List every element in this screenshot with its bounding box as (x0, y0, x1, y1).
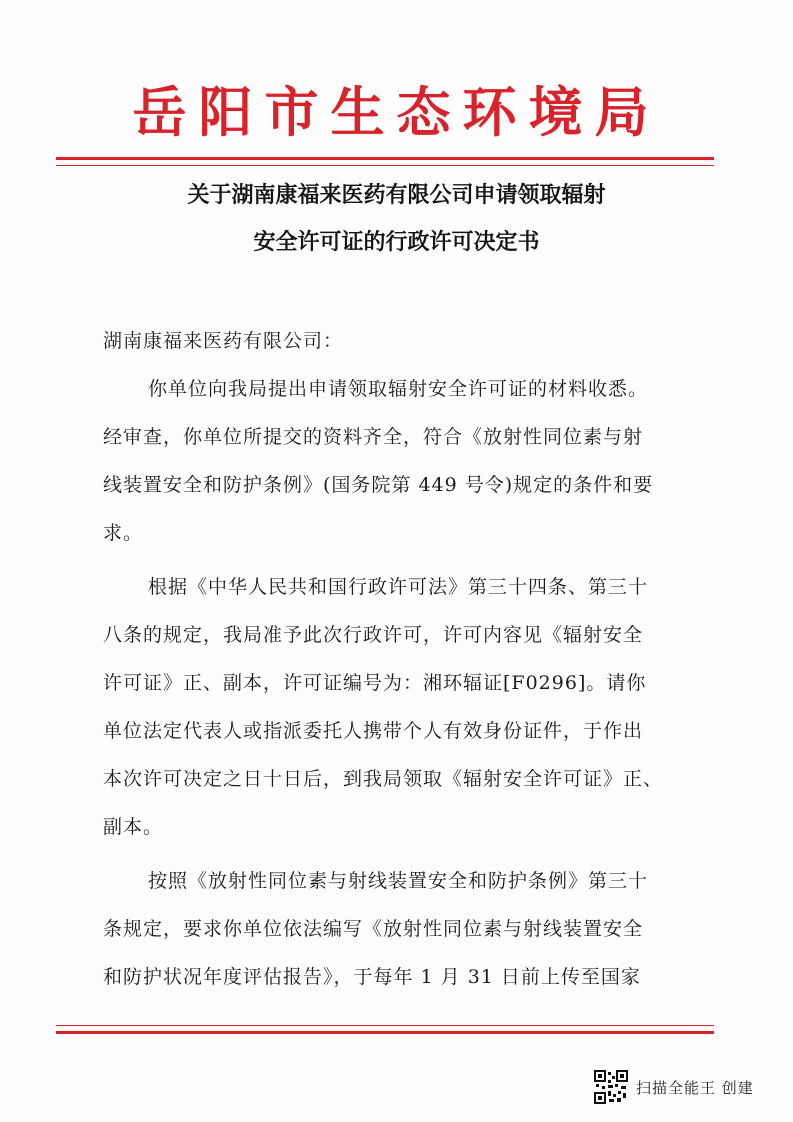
qr-code-icon (594, 1070, 628, 1104)
body-line: 根据《中华人民共和国行政许可法》第三十四条、第三十 (148, 576, 649, 598)
body-line: 求。 (103, 522, 144, 544)
body-line: 按照《放射性同位素与射线装置安全和防护条例》第三十 (148, 870, 649, 892)
body-line: 和防护状况年度评估报告》，于每年 1 月 31 日前上传至国家 (103, 966, 641, 988)
body-line: 本次许可决定之日十日后，到我局领取《辐射安全许可证》正、 (103, 768, 664, 790)
body-line: 许可证》正、副本，许可证编号为：湘环辐证[F0296]。请你 (103, 672, 647, 694)
body-line: 你单位向我局提出申请领取辐射安全许可证的材料收悉。 (148, 378, 649, 400)
footer-rule-thick (56, 1031, 714, 1034)
agency-letterhead: 岳阳市生态环境局 (132, 80, 661, 144)
letterhead-rule-thick (56, 157, 714, 160)
addressee: 湖南康福来医药有限公司： (103, 330, 344, 352)
document-title-line-2: 安全许可证的行政许可决定书 (253, 230, 540, 255)
body-line: 条规定，要求你单位依法编写《放射性同位素与射线装置安全 (103, 918, 644, 940)
letterhead-rule-thin (56, 165, 714, 166)
scanner-watermark (594, 1070, 754, 1104)
scanner-watermark-text: 扫描全能王 创建 (636, 1078, 754, 1097)
body-line: 线装置安全和防护条例》(国务院第 449 号令)规定的条件和要 (103, 474, 654, 496)
footer-rule-thin (56, 1025, 714, 1026)
body-line: 单位法定代表人或指派委托人携带个人有效身份证件，于作出 (103, 720, 644, 742)
body-line: 经审查，你单位所提交的资料齐全，符合《放射性同位素与射 (103, 426, 644, 448)
document-title-line-1: 关于湖南康福来医药有限公司申请领取辐射 (187, 183, 606, 208)
body-line: 八条的规定，我局准予此次行政许可，许可内容见《辐射安全 (103, 624, 644, 646)
body-line: 副本。 (103, 816, 164, 838)
